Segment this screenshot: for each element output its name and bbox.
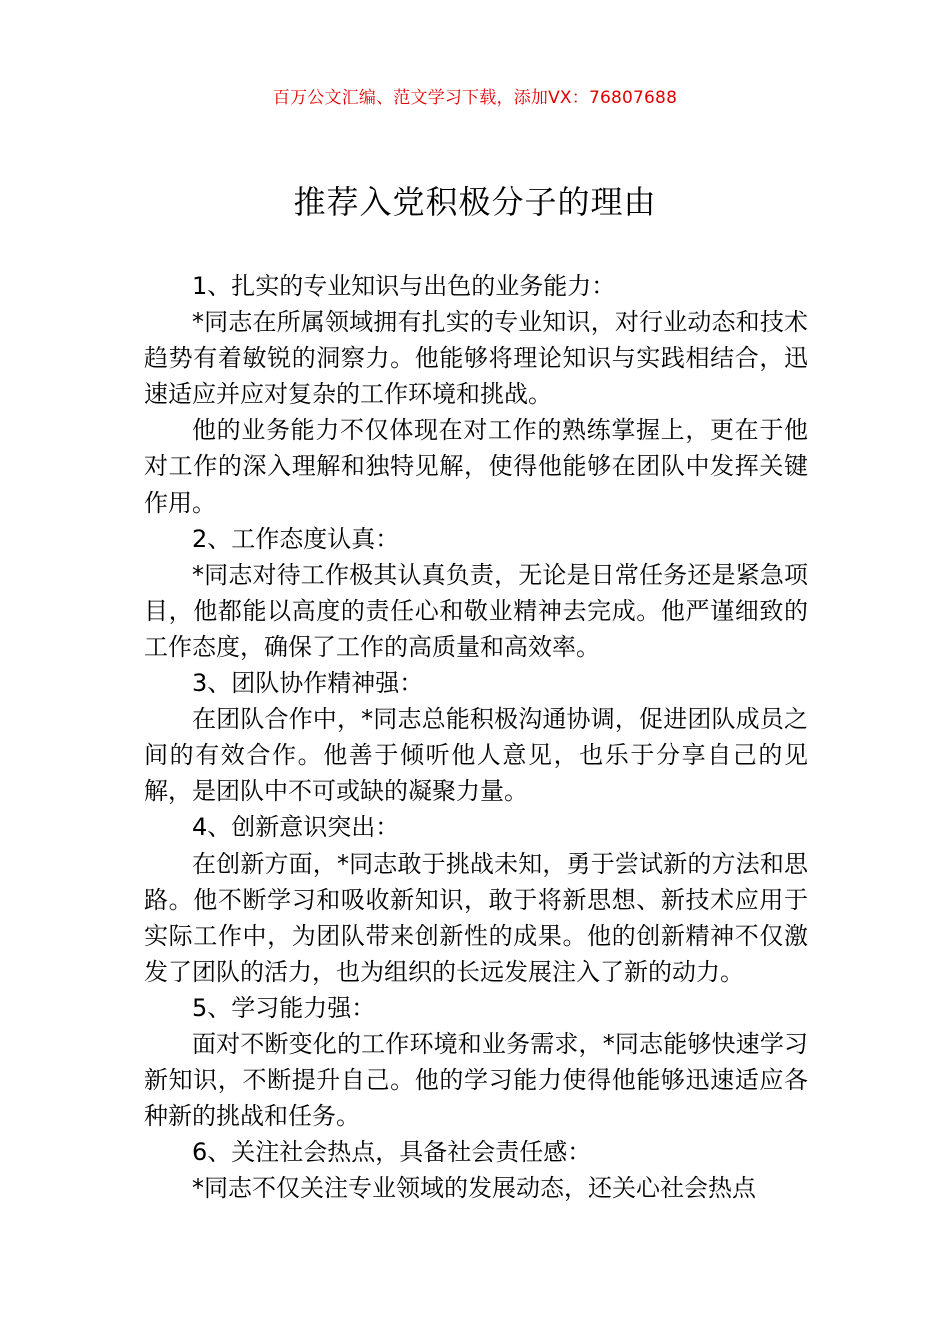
paragraph: *同志在所属领域拥有扎实的专业知识，对行业动态和技术趋势有着敏锐的洞察力。他能够将理论知识与实践相结合，迅速适应并应对复杂的工作环境和挑战。 [144, 308, 808, 409]
document-title: 推荐入党积极分子的理由 [293, 183, 657, 221]
paragraph: 在创新方面，*同志敢于挑战未知，勇于尝试新的方法和思路。他不断学习和吸收新知识，敢于将新思想、新技术应用于实际工作中，为团队带来创新性的成果。他的创新精神不仅激发了团队的活力，也为组织的长远发展注入了新的动力。 [144, 849, 808, 986]
section-heading-5: 5、学习能力强： [192, 993, 376, 1022]
section-heading-2: 2、工作态度认真： [192, 524, 400, 553]
paragraph: *同志对待工作极其认真负责，无论是日常任务还是紧急项目，他都能以高度的责任心和敬业精神去完成。他严谨细致的工作态度，确保了工作的高质量和高效率。 [144, 560, 808, 661]
paragraph: 在团队合作中，*同志总能积极沟通协调，促进团队成员之间的有效合作。他善于倾听他人意见，也乐于分享自己的见解，是团队中不可或缺的凝聚力量。 [144, 705, 808, 806]
section-heading-4: 4、创新意识突出： [192, 813, 400, 842]
paragraph: 他的业务能力不仅体现在对工作的熟练掌握上，更在于他对工作的深入理解和独特见解，使得他能够在团队中发挥关键作用。 [144, 416, 808, 517]
section-heading-3: 3、团队协作精神强： [192, 669, 424, 698]
paragraph: 面对不断变化的工作环境和业务需求，*同志能够快速学习新知识，不断提升自己。他的学习能力使得他能够迅速适应各种新的挑战和任务。 [144, 1029, 808, 1131]
header-watermark-note: 百万公文汇编、范文学习下载，添加VX：76807688 [272, 88, 678, 108]
section-heading-6: 6、关注社会热点，具备社会责任感： [192, 1138, 592, 1167]
paragraph: *同志不仅关注专业领域的发展动态，还关心社会热点 [192, 1174, 756, 1203]
document-body [144, 268, 808, 1206]
section-heading-1: 1、扎实的专业知识与出色的业务能力： [192, 272, 616, 300]
